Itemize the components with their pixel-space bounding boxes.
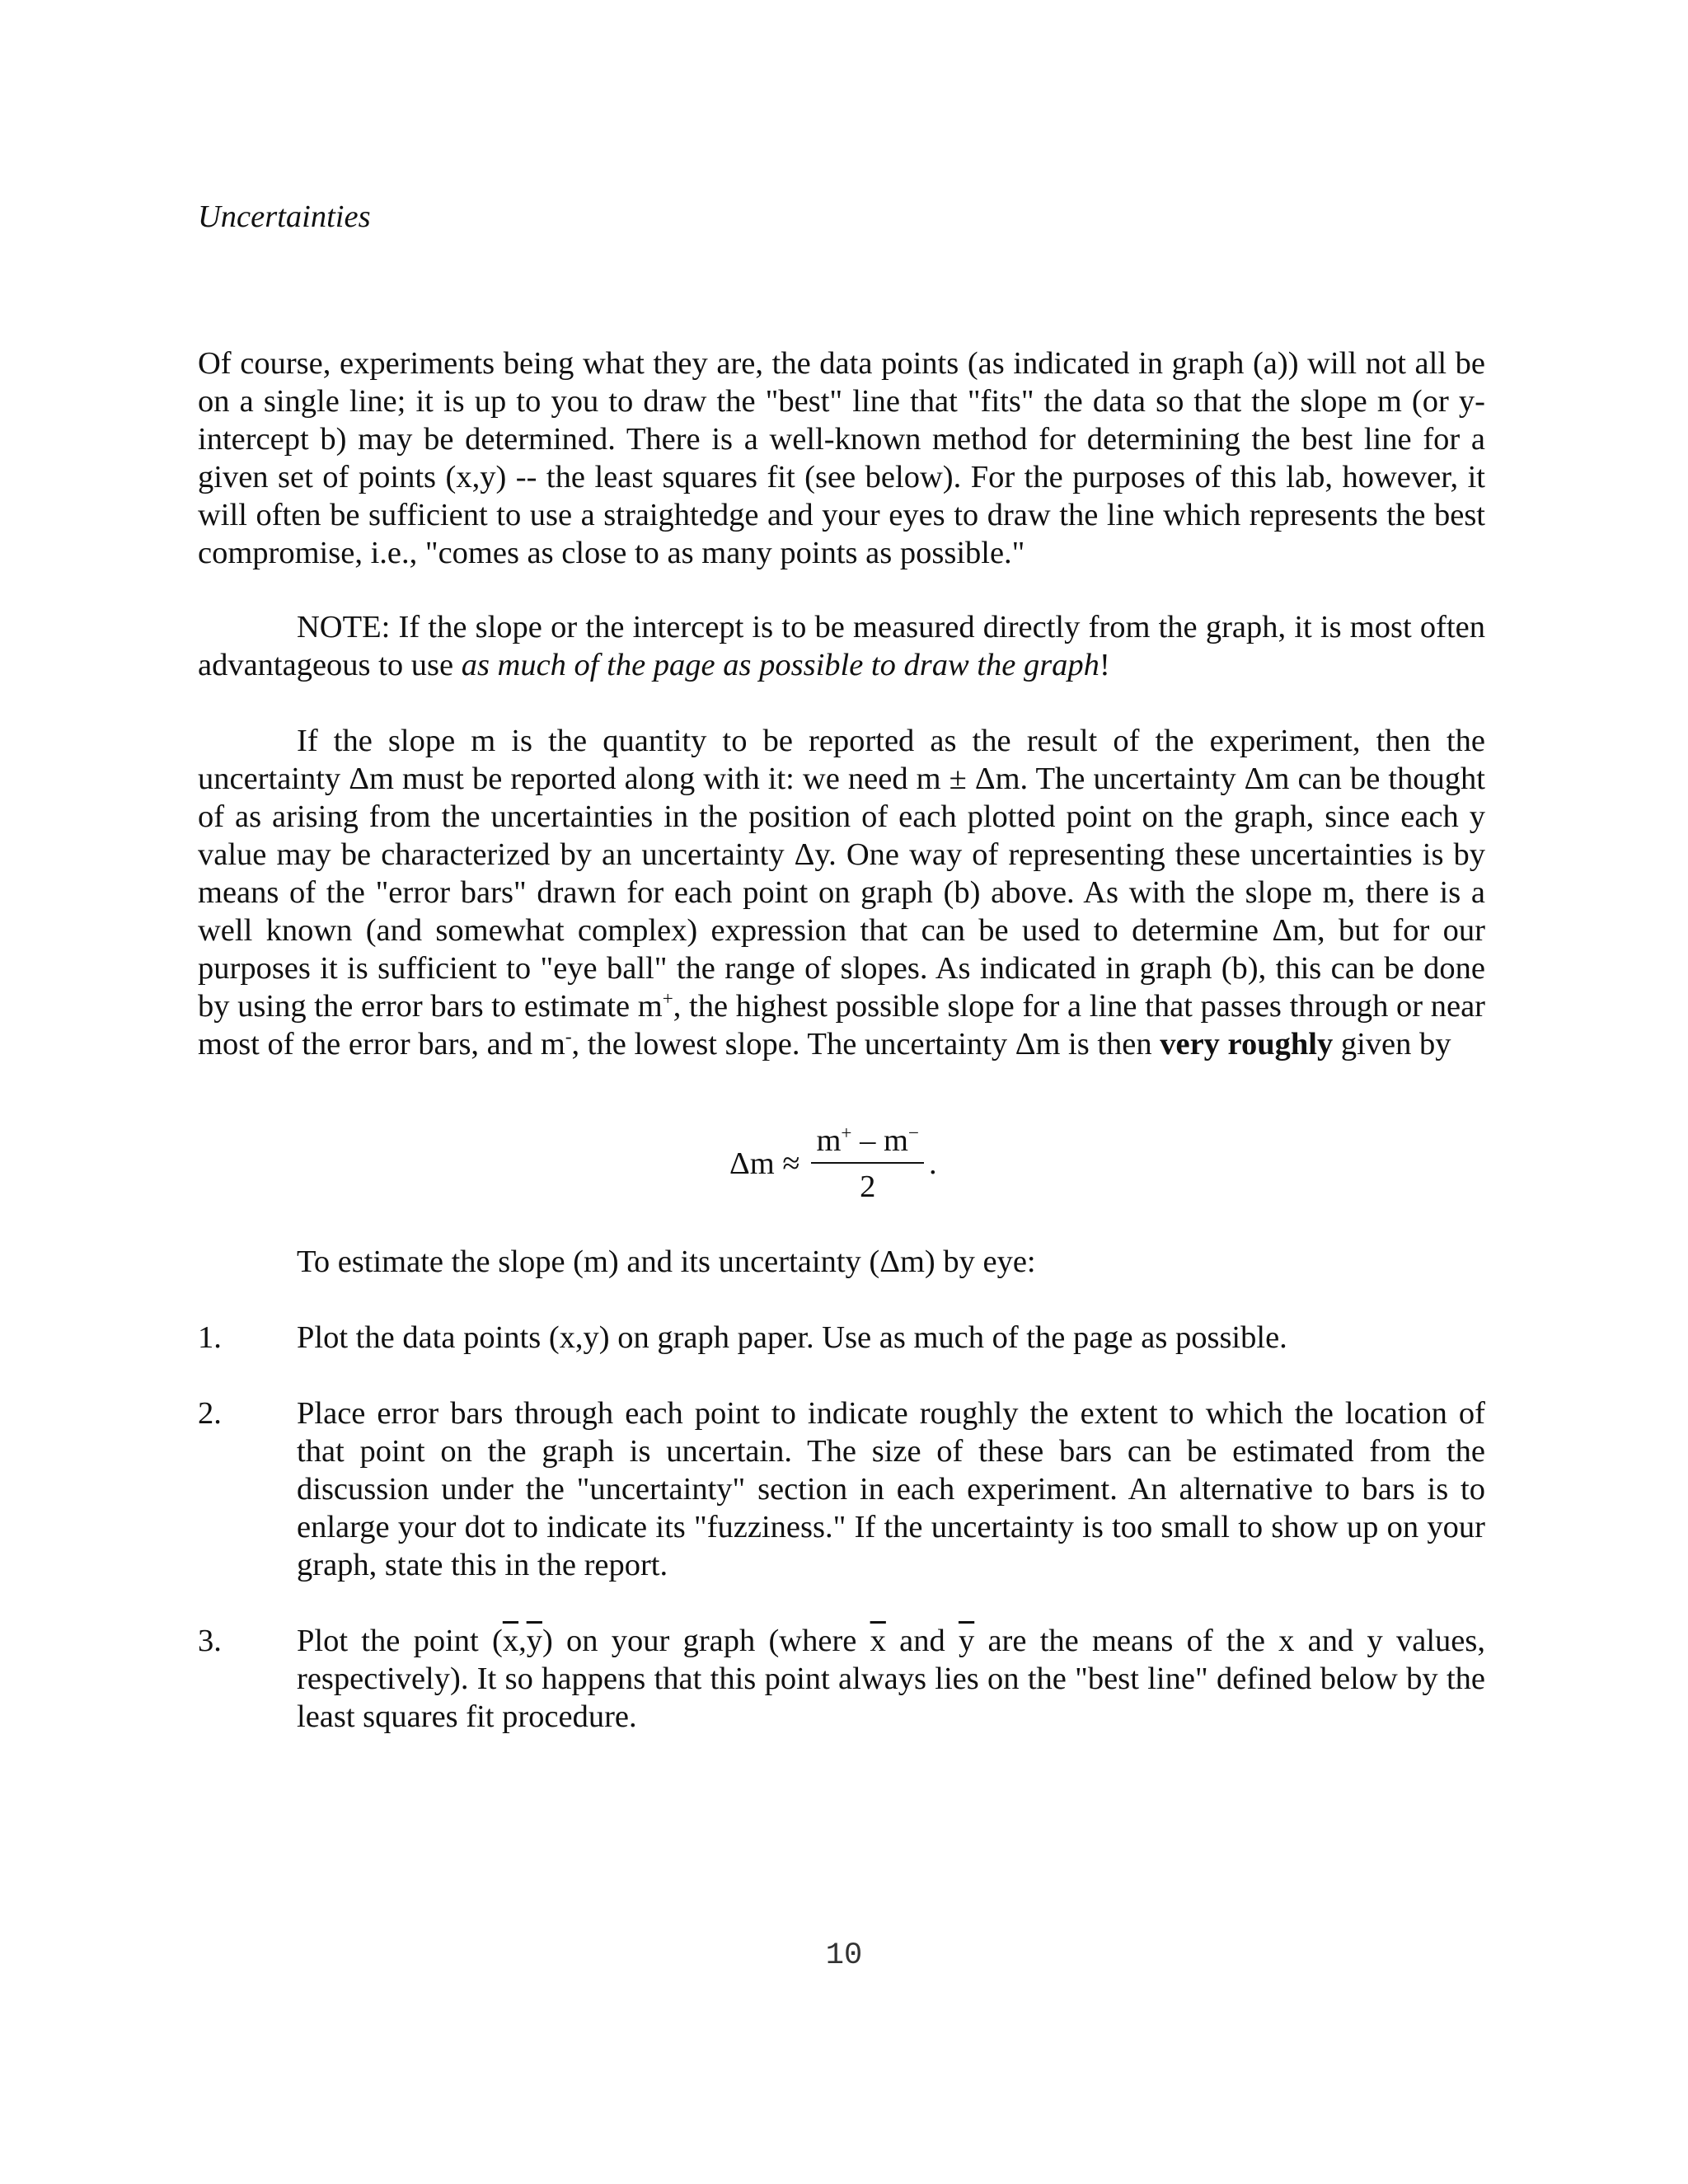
formula-lhs: Δm ≈ <box>729 1146 800 1181</box>
mean-x-symbol: $\overline{x}$ <box>870 1624 886 1658</box>
note-emphasis: as much of the page as possible to draw the graph <box>461 648 1100 682</box>
paragraph-uncertainty <box>198 722 1485 1063</box>
formula-denominator: 2 <box>860 1169 876 1204</box>
x-bar: $\overline{x}$ <box>502 1624 519 1658</box>
paragraph-best-line: Of course, experiments being what they are, the data points (as indicated in graph (a)) will not all be on a single line; it is up to you to draw the "best" line that "fits" the data so that the slope m (or y-intercept b) may be determined. There is a well-known method for determining the best line for a given set of points (x,y) -- the least squares fit (see below). For the purposes of this lab, however, it will often be sufficient to use a straightedge and your eyes to draw the line which represents the best compromise, i.e., "comes as close to as many points as possible." <box>198 346 1485 570</box>
y-bar: $\overline{y}$ <box>526 1624 542 1658</box>
mean-y-symbol: $\overline{y}$ <box>958 1624 975 1658</box>
step3-text-d: are the means of the x and y values, respectively). It so happens that this point always lies on the "best line" defined below by the least squares fit procedure. <box>297 1624 1485 1734</box>
formula-fraction <box>811 1122 923 1205</box>
numerator-sup-plus: + <box>841 1122 852 1144</box>
list-number: 1. <box>198 1320 222 1355</box>
step3-text-a: Plot the point <box>297 1624 492 1658</box>
superscript-plus: + <box>662 987 673 1010</box>
mean-point <box>492 1624 553 1658</box>
note-text: NOTE: If the slope or the intercept is to be measured directly from the graph, it is most often advantageous to use <box>198 610 1485 682</box>
section-heading: Uncertainties <box>198 199 371 234</box>
page-number: 10 <box>825 1938 863 1973</box>
uncertainty-text-2: , the highest possible slope for a line that passes through or near most of the error bars, and m <box>198 989 1485 1062</box>
paragraph-note <box>198 608 1485 684</box>
uncertainty-text-1: If the slope m is the quantity to be reported as the result of the experiment, then the uncertainty Δm must be reported along with it: we need m ± Δm. The uncertainty Δm can be thought of as arising from the uncertainties in the position of each plotted point on the graph, since each y value may be characterized by an uncertainty Δy. One way of representing these uncertainties is by means of the "error bars" drawn for each point on graph (b) above. As with the slope m, there is a well known (and somewhat complex) expression that can be used to determine Δm, but for our purposes it is sufficient to "eye ball" the range of slopes. As indicated in graph (b), this can be done by using the error bars to estimate m <box>198 724 1485 1024</box>
formula-numerator <box>811 1122 923 1164</box>
delta-m-formula <box>729 1122 937 1205</box>
list-text <box>297 1622 1485 1736</box>
step3-text-c: and <box>885 1624 959 1658</box>
uncertainty-text-3: , the lowest slope. The uncertainty Δm is then <box>571 1027 1160 1062</box>
list-text: Plot the data points (x,y) on graph paper. Use as much of the page as possible. <box>297 1320 1287 1355</box>
list-number: 3. <box>198 1624 222 1658</box>
superscript-minus: - <box>565 1025 572 1047</box>
list-number: 2. <box>198 1396 222 1431</box>
numerator-m-plus: m <box>816 1123 842 1158</box>
bold-very-roughly: very roughly <box>1160 1027 1334 1062</box>
steps-intro: To estimate the slope (m) and its uncertainty (Δm) by eye: <box>297 1244 1036 1279</box>
comma: , <box>518 1624 527 1658</box>
list-text: Place error bars through each point to indicate roughly the extent to which the location of that point on the graph is uncertain. The size of these bars can be estimated from the discussion under the "uncertainty" section in each experiment. An alternative to bars is to enlarge your dot to indicate its "fuzziness." If the uncertainty is too small to show up on your graph, state this in the report. <box>297 1396 1485 1582</box>
numerator-m-minus: – m <box>851 1123 908 1158</box>
step3-text-b: on your graph (where <box>552 1624 870 1658</box>
paren-close: ) <box>542 1624 553 1658</box>
note-exclamation: ! <box>1099 648 1110 682</box>
uncertainty-text-4: given by <box>1333 1027 1451 1062</box>
paren-open: ( <box>491 1624 503 1658</box>
formula-period: . <box>928 1146 937 1181</box>
numerator-sup-minus: − <box>907 1122 919 1144</box>
